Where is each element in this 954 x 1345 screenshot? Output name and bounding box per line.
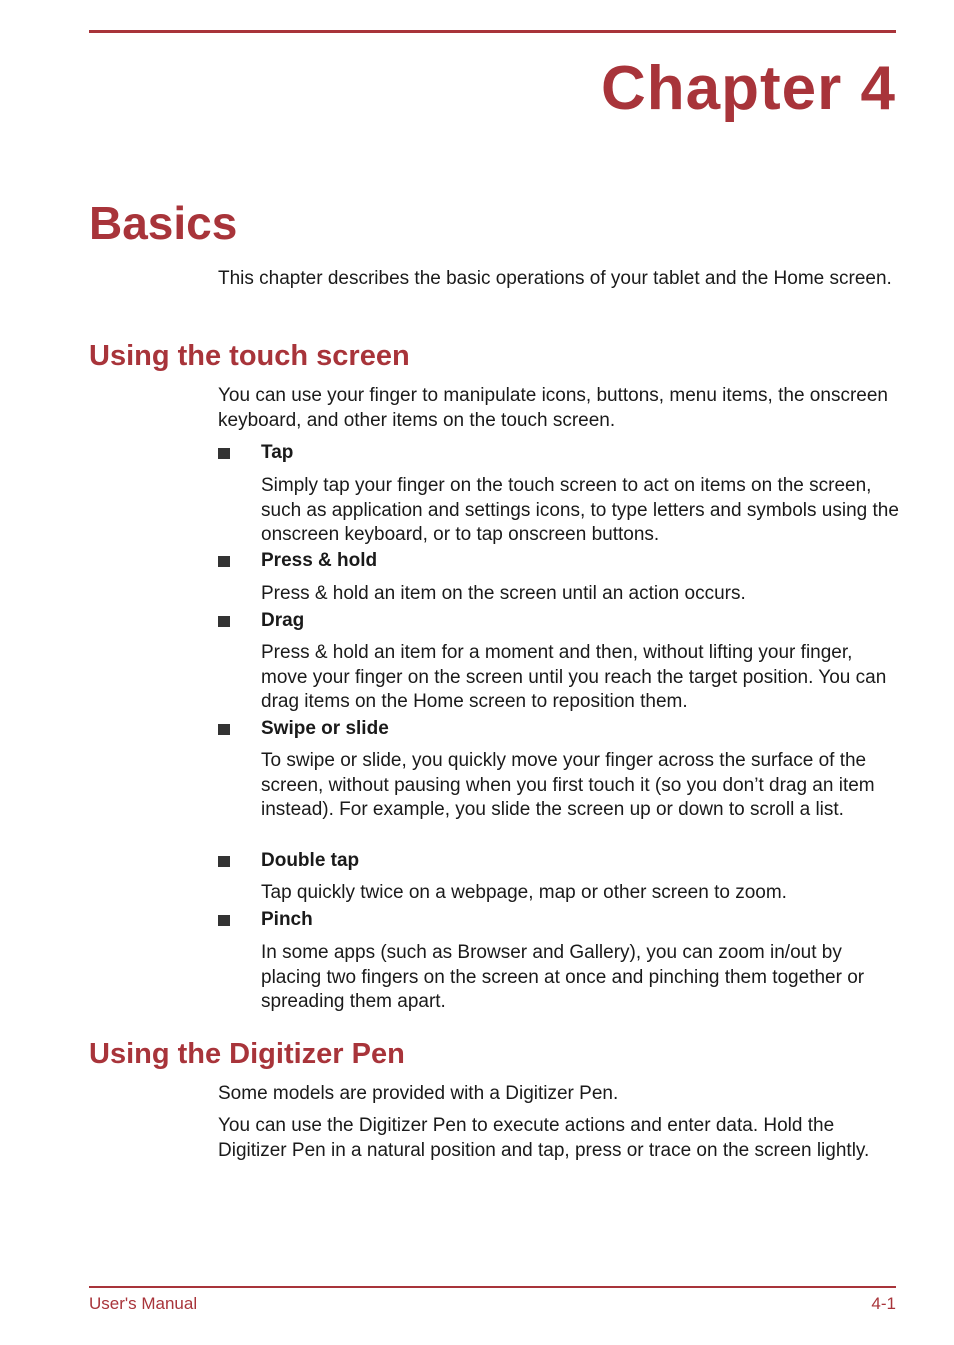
- bullet-icon: [218, 724, 230, 735]
- bullet-text-drag: Press & hold an item for a moment and then, without lifting your finger, move your finger on the screen until you reach the target position. You can drag items on the Home screen to reposition them.: [261, 642, 887, 712]
- footer-manual-label: User's Manual: [89, 1294, 198, 1313]
- chapter-label: Chapter 4: [601, 54, 896, 123]
- touch-intro: You can use your finger to manipulate icons, buttons, menu items, the onscreen keyboard, and other items on the touch screen.: [218, 385, 888, 431]
- bullet-title-swipe: Swipe or slide: [261, 718, 389, 739]
- bullet-icon: [218, 856, 230, 867]
- bullet-icon: [218, 616, 230, 627]
- bullet-text-swipe: To swipe or slide, you quickly move your finger across the surface of the screen, without pausing when you first touch it (so you don’t drag an item instead). For example, you slide the screen up or down to scroll a list.: [261, 750, 875, 820]
- section-heading-touch: Using the touch screen: [89, 340, 410, 372]
- top-rule: [89, 30, 896, 33]
- bullet-title-drag: Drag: [261, 610, 305, 631]
- section-heading-pen: Using the Digitizer Pen: [89, 1038, 405, 1070]
- bullet-icon: [218, 915, 230, 926]
- chapter-intro: This chapter describes the basic operations of your tablet and the Home screen.: [218, 268, 892, 289]
- chapter-title: Basics: [89, 197, 238, 249]
- bullet-text-press-hold: Press & hold an item on the screen until an action occurs.: [261, 583, 746, 604]
- pen-para-2: You can use the Digitizer Pen to execute actions and enter data. Hold the Digitizer Pen in a natural position and tap, press or trace on the screen lightly.: [218, 1115, 870, 1161]
- bullet-icon: [218, 448, 230, 459]
- bullet-icon: [218, 556, 230, 567]
- bullet-title-press-hold: Press & hold: [261, 550, 378, 571]
- bullet-title-pinch: Pinch: [261, 909, 313, 930]
- bullet-text-pinch: In some apps (such as Browser and Gallery), you can zoom in/out by placing two fingers on the screen at once and pinching them together or spreading them apart.: [261, 942, 865, 1012]
- bullet-title-tap: Tap: [261, 442, 294, 463]
- page-number: 4-1: [871, 1294, 896, 1313]
- footer-rule: [89, 1286, 896, 1288]
- bullet-title-double-tap: Double tap: [261, 850, 360, 871]
- bullet-text-tap: Simply tap your finger on the touch screen to act on items on the screen, such as application and settings icons, to type letters and symbols using the onscreen keyboard, or to tap onscreen buttons.: [261, 475, 899, 545]
- bullet-text-double-tap: Tap quickly twice on a webpage, map or other screen to zoom.: [261, 882, 787, 903]
- pen-para-1: Some models are provided with a Digitizer Pen.: [218, 1083, 619, 1104]
